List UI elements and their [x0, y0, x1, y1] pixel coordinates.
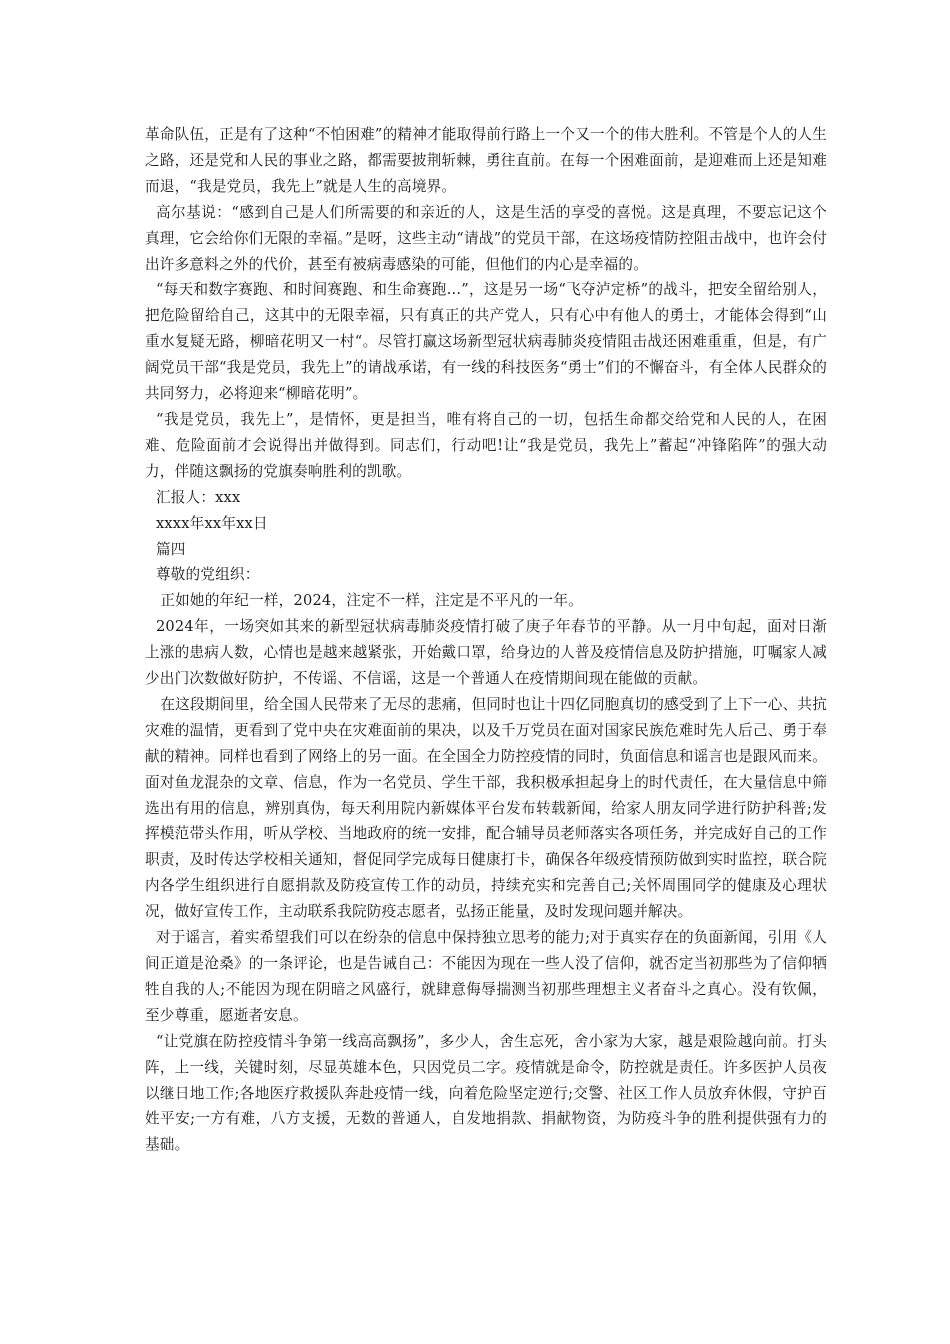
paragraph-8: 对于谣言，着实希望我们可以在纷杂的信息中保持独立思考的能力;对于真实存在的负面新闻，引用《人间正道是沧桑》的一条评论，也是告诫自己：不能因为现在一些人没了信仰，就否定当初那些为了信仰牺牲自我的人;不能因为现在阴暗之风盛行，就肆意侮辱揣测当初那些理想主义者奋斗之真心。没有钦佩，至少尊重，愿逝者安息。	[145, 929, 827, 1024]
section-heading: 篇四	[155, 540, 186, 558]
paragraph-2: 高尔基说：“感到自己是人们所需要的和亲近的人，这是生活的享受的喜悦。这是真理，不要忘记这个真理，它会给你们无限的幸福。”是呀，这些主动“请战”的党员干部，在这场疫情防控阻击战中，也许会付出许多意料之外的代价，甚至有被病毒感染的可能，但他们的内心是幸福的。	[145, 203, 827, 273]
paragraph-5: 正如她的年纪一样，2024，注定不一样，注定是不平凡的一年。	[160, 592, 583, 610]
paragraph-6: 2024年，一场突如其来的新型冠状病毒肺炎疫情打破了庚子年春节的平静。从一月中旬起，面对日渐上涨的患病人数，心情也是越来越紧张，开始戴口罩，给身边的人普及疫情信息及防护措施，叮嘱家人减少出门次数做好防护，不传谣、不信谣，这是一个普通人在疫情期间现在能做的贡献。	[145, 618, 827, 688]
salutation: 尊敬的党组织：	[155, 566, 260, 584]
paragraph-3: “每天和数字赛跑、和时间赛跑、和生命赛跑...”，这是另一场“飞夺泸定桥”的战斗，把安全留给别人，把危险留给自己，这其中的无限幸福，只有真正的共产党人，只有心中有他人的勇士，才能体会得到“山重水复疑无路，柳暗花明又一村“。尽管打赢这场新型冠状病毒肺炎疫情阻击战还困难重重，但是，有广阔党员干部“我是党员，我先上”的请战承诺，有一线的科技医务“勇士”们的不懈奋斗，有全体人民群众的共同努力，必将迎来“柳暗花明”。	[145, 281, 827, 403]
paragraph-4: “我是党员，我先上”，是情怀，更是担当，唯有将自己的一切，包括生命都交给党和人民的人，在困难、危险面前才会说得出并做得到。同志们，行动吧!让“我是党员，我先上”蓄起“冲锋陷阵”的强大动力，伴随这飘扬的党旗奏响胜利的凯歌。	[145, 410, 827, 480]
paragraph-1: 革命队伍，正是有了这种“不怕困难”的精神才能取得前行路上一个又一个的伟大胜利。不管是个人的人生之路，还是党和人民的事业之路，都需要披荆斩棘，勇往直前。在每一个困难面前，是迎难而上还是知难而退，“我是党员，我先上”就是人生的高境界。	[145, 126, 827, 195]
document-body	[145, 122, 827, 1158]
paragraph-7: 在这段期间里，给全国人民带来了无尽的悲痛，但同时也让十四亿同胞真切的感受到了上下一心、共抗灾难的温情，更看到了党中央在灾难面前的果决，以及千万党员在面对国家民族危难时先人后己、勇于奉献的精神。同样也看到了网络上的另一面。在全国全力防控疫情的同时，负面信息和谣言也是跟风而来。面对鱼龙混杂的文章、信息，作为一名党员、学生干部，我积极承担起身上的时代责任，在大量信息中筛选出有用的信息，辨别真伪，每天利用院内新媒体平台发布转载新闻，给家人朋友同学进行防护科普;发挥模范带头作用，听从学校、当地政府的统一安排，配合辅导员老师落实各项任务，并完成好自己的工作职责，及时传达学校相关通知，督促同学完成每日健康打卡，确保各年级疫情预防做到实时监控，联合院内各学生组织进行自愿捐款及防疫宣传工作的动员，持续充实和完善自己;关怀周围同学的健康及心理状况，做好宣传工作，主动联系我院防疫志愿者，弘扬正能量，及时发现问题并解决。	[145, 695, 827, 921]
reporter-line: 汇报人：xxx	[155, 488, 241, 506]
date-line: xxxx年xx年xx日	[155, 514, 268, 532]
paragraph-9: “让党旗在防控疫情斗争第一线高高飘扬”，多少人，舍生忘死，舍小家为大家，越是艰险越向前。打头阵，上一线，关键时刻，尽显英雄本色，只因党员二字。疫情就是命令，防控就是责任。许多医护人员夜以继日地工作;各地医疗救援队奔赴疫情一线，向着危险坚定逆行;交警、社区工作人员放弃休假，守护百姓平安;一方有难，八方支援，无数的普通人，自发地捐款、捐献物资，为防疫斗争的胜利提供强有力的基础。	[145, 1032, 827, 1154]
